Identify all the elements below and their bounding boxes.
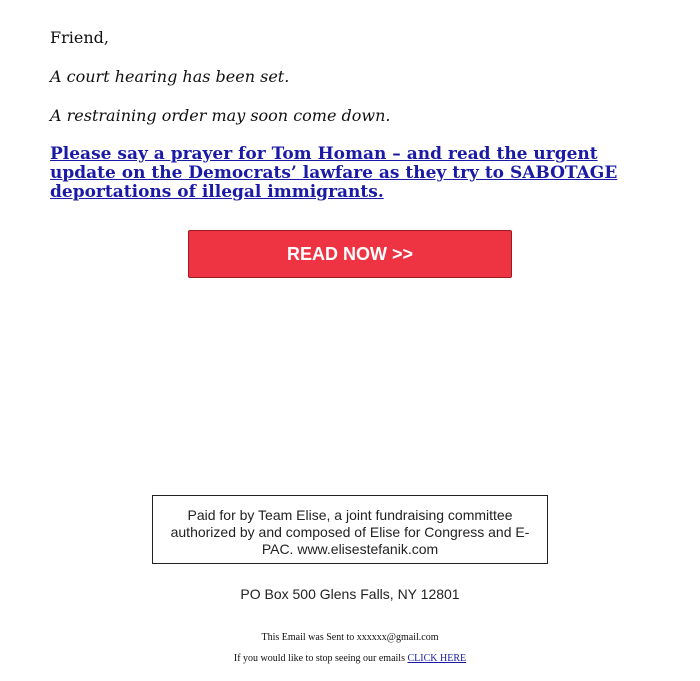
sent-to-text: This Email was Sent to xxxxxx@gmail.com (261, 632, 439, 643)
restraining-order-text: A restraining order may soon come down. (50, 106, 391, 125)
headline-link[interactable]: Please say a prayer for Tom Homan – and read the urgent update on the Democrats’ lawfare as they try to SABOTAGE deportations of illegal immigrants. (50, 144, 618, 202)
unsubscribe-prefix: If you would like to stop seeing our emails (233, 653, 408, 664)
paid-for-disclaimer: Paid for by Team Elise, a joint fundraising committee authorized by and composed of Elise for Congress and E-PAC. www.elisestefanik.com (152, 495, 548, 564)
unsubscribe-line (0, 653, 700, 664)
read-now-button[interactable]: READ NOW >> (188, 230, 512, 278)
unsubscribe-link[interactable]: CLICK HERE (407, 653, 467, 664)
court-hearing-text: A court hearing has been set. (50, 67, 290, 86)
greeting-text: Friend, (50, 28, 109, 47)
mailing-address: PO Box 500 Glens Falls, NY 12801 (240, 586, 460, 602)
